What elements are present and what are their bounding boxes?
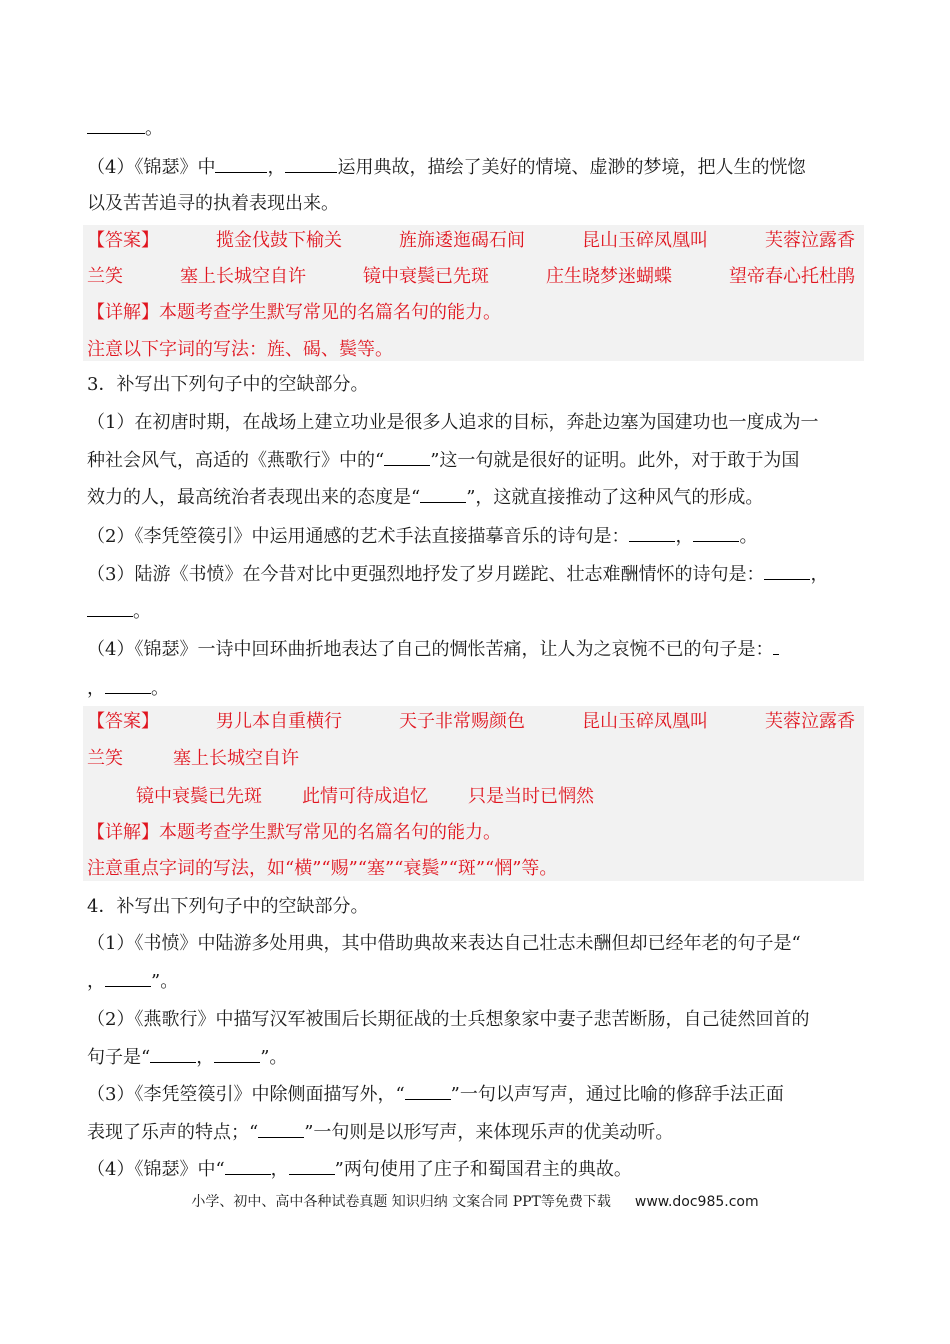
q2-note: 注意以下字词的写法：旌、碣、鬓等。 (87, 339, 393, 360)
page-footer (0, 1193, 950, 1211)
answer-blank (289, 1157, 335, 1175)
answer-label: 【答案】 (87, 230, 159, 251)
answer-blank (215, 155, 267, 173)
answer-blank (420, 485, 466, 503)
answer-blank (693, 524, 739, 542)
q3-item1-line2: 种社会风气，高适的《燕歌行》中的“ ”这一句就是很好的证明。此外，对于敢于为国 (87, 450, 800, 471)
q2-answers-row1: 【答案】 揽金伐鼓下榆关 旌旆逶迤碣石间 昆山玉碎凤凰叫 芙蓉泣露香 (87, 230, 855, 251)
q3-item4-line1: （4）《锦瑟》一诗中回环曲折地表达了自己的惆怅苦痛，让人为之哀惋不已的句子是： (87, 637, 779, 662)
footer-url[interactable]: www.doc985.com (634, 1194, 759, 1210)
answer-blank (764, 562, 810, 580)
answer-blank (105, 969, 151, 987)
answer-blank (225, 1157, 271, 1175)
q4-item1-line2: ， ”。 (87, 971, 179, 992)
q3-item1-line3: 效力的人，最高统治者表现出来的态度是“ ”，这就直接推动了这种风气的形成。 (87, 487, 764, 508)
answer-blank (87, 599, 133, 617)
q4-item1-line1: （1）《书愤》中陆游多处用典，其中借助典故来表达自己壮志未酬但却已经年老的句子是“ (87, 933, 801, 954)
q2-answers-row2: 兰笑 塞上长城空自许 镜中衰鬓已先斑 庄生晓梦迷蝴蝶 望帝春心托杜鹃 (87, 266, 855, 287)
q3-answers-row3: 镜中衰鬓已先斑 此情可待成追忆 只是当时已惘然 (136, 786, 594, 807)
q2-item4-line1: （4）《锦瑟》中 ， 运用典故，描绘了美好的情境、虚渺的梦境，把人生的恍惚 (87, 157, 806, 178)
answer-blank (773, 637, 779, 655)
q4-item3-line1: （3）《李凭箜篌引》中除侧面描写外，“ ”一句以声写声，通过比喻的修辞手法正面 (87, 1084, 784, 1105)
q3-item3-line2: 。 (87, 599, 151, 624)
answer-blank (258, 1120, 304, 1138)
q3-item4-line2: ， 。 (87, 678, 169, 699)
answer-blank (87, 116, 145, 134)
answer-blank (105, 676, 151, 694)
answer-blank (285, 155, 337, 173)
answer-blank (405, 1082, 451, 1100)
answer-blank (384, 448, 430, 466)
q3-answers-row2: 兰笑 塞上长城空自许 (87, 748, 299, 769)
q4-item3-line2: 表现了乐声的特点；“ ”一句则是以形写声，来体现乐声的优美动听。 (87, 1122, 674, 1143)
q3-item3-line1: （3）陆游《书愤》在今昔对比中更强烈地抒发了岁月蹉跎、壮志难酬情怀的诗句是： ， (87, 564, 829, 585)
answer-blank (629, 524, 675, 542)
footer-text: 小学、初中、高中各种试卷真题 知识归纳 文案合同 PPT等免费下载 (191, 1194, 611, 1210)
q3-item2: （2）《李凭箜篌引》中运用通感的艺术手法直接描摹音乐的诗句是： ， 。 (87, 526, 758, 547)
q3-note: 注意重点字词的写法，如“横”“赐”“塞”“衰鬓”“斑”“惘”等。 (87, 858, 558, 879)
q3-item1-line1: （1）在初唐时期，在战场上建立功业是很多人追求的目标，奔赴边塞为国建功也一度成为一 (87, 412, 819, 433)
q2-item4-line2: 以及苦苦追寻的执着表现出来。 (87, 193, 339, 214)
q4-item2-line2: 句子是“ ， ”。 (87, 1047, 288, 1068)
q4-item2-line1: （2）《燕歌行》中描写汉军被围后长期征战的士兵想象家中妻子悲苦断肠，自己徒然回首的 (87, 1009, 810, 1030)
q3-title: 3．补写出下列句子中的空缺部分。 (87, 374, 369, 395)
q2-item3-end: 。 (87, 116, 163, 141)
answer-blank (150, 1045, 196, 1063)
q3-answers-row1: 【答案】 男儿本自重横行 天子非常赐颜色 昆山玉碎凤凰叫 芙蓉泣露香 (87, 711, 855, 732)
q4-title: 4．补写出下列句子中的空缺部分。 (87, 896, 369, 917)
q4-item4: （4）《锦瑟》中“ ， ”两句使用了庄子和蜀国君主的典故。 (87, 1159, 632, 1180)
q2-detail: 【详解】本题考查学生默写常见的名篇名句的能力。 (87, 302, 501, 323)
answer-label: 【答案】 (87, 711, 159, 732)
q3-detail: 【详解】本题考查学生默写常见的名篇名句的能力。 (87, 822, 501, 843)
answer-blank (214, 1045, 260, 1063)
